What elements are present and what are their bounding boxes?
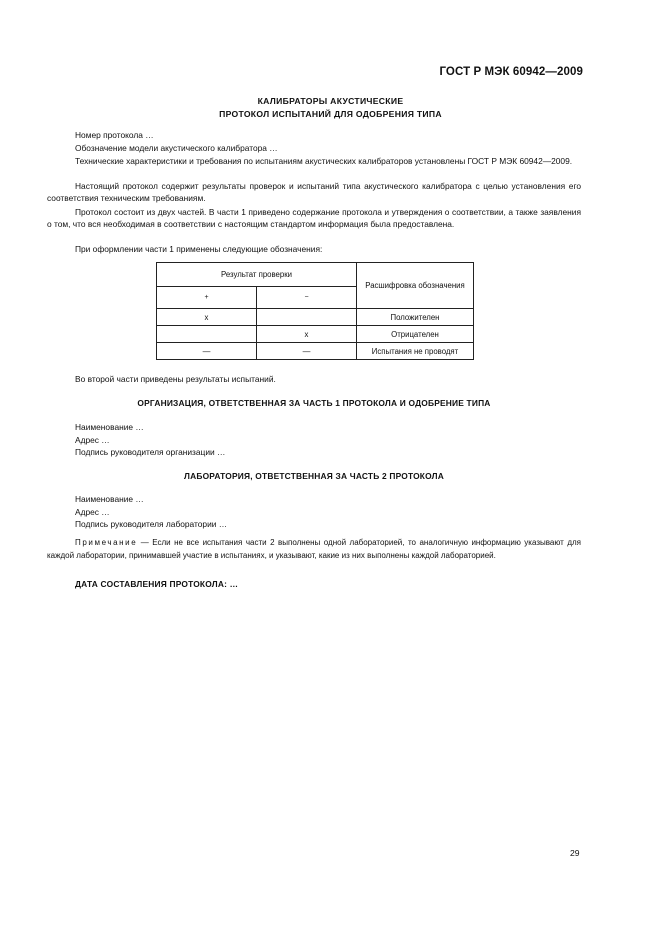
model-designation-line: Обозначение модели акустического калибратора …: [75, 143, 278, 153]
table-subheader-minus: −: [257, 287, 357, 309]
table-row: [157, 309, 474, 326]
organization-name-line: Наименование …: [75, 422, 144, 432]
organization-heading: ОРГАНИЗАЦИЯ, ОТВЕТСТВЕННАЯ ЗА ЧАСТЬ 1 ПРОТОКОЛА И ОДОБРЕНИЕ ТИПА: [137, 398, 491, 408]
laboratory-address-line: Адрес …: [75, 507, 110, 517]
standard-number: ГОСТ Р МЭК 60942—2009: [439, 66, 583, 78]
table-row: [157, 343, 474, 360]
protocol-parts-paragraph: Протокол состоит из двух частей. В части 1 приведено содержание протокола и утверждения о соответствии, а также заявления о том, что вся необходимая в соответствии с настоящим стандартом информация была предоставлена.: [47, 207, 581, 230]
organization-address-line: Адрес …: [75, 435, 110, 445]
table-cell-decoding: Положителен: [357, 309, 474, 326]
laboratory-name-line: Наименование …: [75, 494, 144, 504]
protocol-number-line: Номер протокола …: [75, 130, 154, 140]
document-title: КАЛИБРАТОРЫ АКУСТИЧЕСКИЕ: [257, 96, 404, 106]
note-text: — Если не все испытания части 2 выполнены одной лабораторией, то аналогичную информацию указывают для каждой лаборатории, принимавшей участие в испытаниях, и указывают, какие из них выполнены каждой лабораторией.: [47, 538, 581, 560]
table-cell-plus: —: [157, 343, 257, 360]
table-cell-minus: —: [257, 343, 357, 360]
protocol-contents-paragraph: Настоящий протокол содержит результаты проверок и испытаний типа акустического калибратора с целью установления его соответствия техническим требованиям.: [47, 181, 581, 204]
table-cell-decoding: Отрицателен: [357, 326, 474, 343]
laboratory-heading: ЛАБОРАТОРИЯ, ОТВЕТСТВЕННАЯ ЗА ЧАСТЬ 2 ПРОТОКОЛА: [184, 471, 444, 481]
note-label: Примечание: [75, 538, 138, 547]
table-cell-plus: x: [157, 309, 257, 326]
table-header-decoding: Расшифровка обозначения: [357, 263, 474, 309]
table-row: [157, 326, 474, 343]
table-cell-minus: x: [257, 326, 357, 343]
table-cell-decoding: Испытания не проводят: [357, 343, 474, 360]
organization-signature-line: Подпись руководителя организации …: [75, 447, 226, 457]
designations-intro-line: При оформлении части 1 применены следующие обозначения:: [75, 244, 323, 254]
note-paragraph: [47, 537, 581, 562]
tech-requirements-paragraph: Технические характеристики и требования по испытаниям акустических калибраторов установлены ГОСТ Р МЭК 60942—2009.: [75, 156, 573, 166]
table-header-result: Результат проверки: [157, 263, 357, 287]
page-number: 29: [570, 848, 580, 858]
laboratory-signature-line: Подпись руководителя лаборатории …: [75, 519, 228, 529]
part2-results-line: Во второй части приведены результаты испытаний.: [75, 374, 276, 384]
designations-table: [156, 262, 474, 360]
document-subtitle: ПРОТОКОЛ ИСПЫТАНИЙ ДЛЯ ОДОБРЕНИЯ ТИПА: [219, 109, 442, 119]
table-cell-plus: [157, 326, 257, 343]
protocol-date-line: ДАТА СОСТАВЛЕНИЯ ПРОТОКОЛА: …: [75, 579, 239, 589]
table-cell-minus: [257, 309, 357, 326]
table-subheader-plus: +: [157, 287, 257, 309]
